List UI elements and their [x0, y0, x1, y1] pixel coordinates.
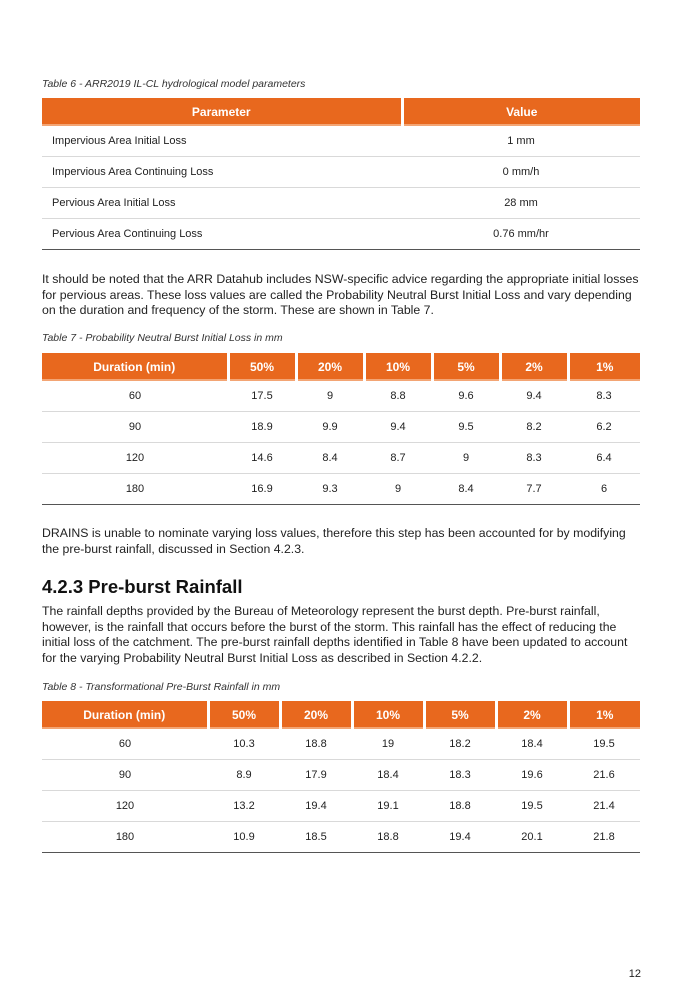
table-cell: 18.8 — [424, 791, 496, 822]
table8-header-5: 5% — [424, 701, 496, 729]
table-cell: Impervious Area Continuing Loss — [42, 157, 402, 188]
page-number: 12 — [628, 968, 641, 980]
table-cell: 90 — [42, 412, 228, 443]
table-cell: 18.8 — [352, 822, 424, 853]
table-cell: 18.2 — [424, 729, 496, 760]
table8-header-10: 10% — [352, 701, 424, 729]
table6 — [42, 98, 640, 250]
table7-header-20: 20% — [296, 353, 364, 381]
table-cell: 90 — [42, 760, 208, 791]
paragraph-datahub: It should be noted that the ARR Datahub includes NSW-specific advice regarding the appropriate initial losses for pervious areas. These loss values are called the Probability Neutral Burst Initial Loss and vary depending on the duration and frequency of the storm. These are shown in Table 7. — [42, 272, 639, 317]
table-cell: 17.9 — [280, 760, 352, 791]
table-cell: 18.3 — [424, 760, 496, 791]
table-cell: 16.9 — [228, 474, 296, 505]
table-row — [42, 822, 640, 853]
table-cell: 120 — [42, 791, 208, 822]
table-row — [42, 188, 640, 219]
table-row — [42, 126, 640, 157]
table-cell: 19.4 — [424, 822, 496, 853]
table8-header-2: 2% — [496, 701, 568, 729]
table-cell: 60 — [42, 381, 228, 412]
table-row — [42, 443, 640, 474]
table7-header-duration: Duration (min) — [42, 353, 228, 381]
table-cell: Pervious Area Initial Loss — [42, 188, 402, 219]
table-cell: 19.5 — [496, 791, 568, 822]
table-cell: 60 — [42, 729, 208, 760]
table-cell: 7.7 — [500, 474, 568, 505]
table-cell: 10.3 — [208, 729, 280, 760]
table-cell: 8.7 — [364, 443, 432, 474]
table8-header-row — [42, 701, 640, 729]
table-cell: 20.1 — [496, 822, 568, 853]
table-cell: 0.76 mm/hr — [402, 219, 640, 250]
table7-header-2: 2% — [500, 353, 568, 381]
table-cell: 28 mm — [402, 188, 640, 219]
table-cell: 17.5 — [228, 381, 296, 412]
table-row — [42, 381, 640, 412]
table-cell: 180 — [42, 822, 208, 853]
table-row — [42, 219, 640, 250]
table-cell: 10.9 — [208, 822, 280, 853]
table-cell: 8.4 — [296, 443, 364, 474]
table7-header-10: 10% — [364, 353, 432, 381]
table-cell: 9.3 — [296, 474, 364, 505]
table-cell: 8.4 — [432, 474, 500, 505]
table-cell: 18.5 — [280, 822, 352, 853]
table8-header-duration: Duration (min) — [42, 701, 208, 729]
table-cell: 8.3 — [568, 381, 640, 412]
table-cell: 9.4 — [500, 381, 568, 412]
table8-header-20: 20% — [280, 701, 352, 729]
paragraph-preburst: The rainfall depths provided by the Bureau of Meteorology represent the burst depth. Pre-burst rainfall, however, is the rainfall that occurs before the burst of the storm. This rainfall has the effect of reducing the initial loss of the catchment. The pre-burst rainfall depths identified in Table 8 have been updated to account for the varying Probability Neutral Burst Initial Loss as described in Section 4.2.2. — [42, 604, 628, 665]
table8-header-50: 50% — [208, 701, 280, 729]
table-cell: 19.1 — [352, 791, 424, 822]
table-row — [42, 412, 640, 443]
table8-caption: Table 8 - Transformational Pre-Burst Rainfall in mm — [42, 681, 281, 693]
table-cell: 9.9 — [296, 412, 364, 443]
table-row — [42, 760, 640, 791]
table7-caption: Table 7 - Probability Neutral Burst Initial Loss in mm — [42, 332, 283, 344]
table-cell: 6.4 — [568, 443, 640, 474]
table-cell: 8.8 — [364, 381, 432, 412]
table7 — [42, 353, 640, 505]
table-row — [42, 791, 640, 822]
table-cell: 21.4 — [568, 791, 640, 822]
table-row — [42, 729, 640, 760]
table7-header-5: 5% — [432, 353, 500, 381]
table7-header-50: 50% — [228, 353, 296, 381]
table-cell: 21.6 — [568, 760, 640, 791]
table-cell: 6 — [568, 474, 640, 505]
table-cell: 8.3 — [500, 443, 568, 474]
table-cell: 0 mm/h — [402, 157, 640, 188]
table7-header-1: 1% — [568, 353, 640, 381]
table8 — [42, 701, 640, 853]
table-cell: 9 — [364, 474, 432, 505]
table8-header-1: 1% — [568, 701, 640, 729]
table-cell: 9.6 — [432, 381, 500, 412]
table6-caption: Table 6 - ARR2019 IL-CL hydrological model parameters — [42, 78, 306, 90]
table-cell: 8.2 — [500, 412, 568, 443]
table-row — [42, 474, 640, 505]
table-cell: 19.4 — [280, 791, 352, 822]
table-cell: 19.5 — [568, 729, 640, 760]
table-cell: 180 — [42, 474, 228, 505]
table-cell: 1 mm — [402, 126, 640, 157]
table-cell: 19.6 — [496, 760, 568, 791]
table6-header-row — [42, 98, 640, 126]
table-cell: 18.4 — [352, 760, 424, 791]
table6-header-parameter: Parameter — [42, 98, 402, 126]
table-cell: Impervious Area Initial Loss — [42, 126, 402, 157]
table-cell: 13.2 — [208, 791, 280, 822]
table-cell: 9 — [432, 443, 500, 474]
table7-header-row — [42, 353, 640, 381]
table-cell: 14.6 — [228, 443, 296, 474]
table-cell: 9.5 — [432, 412, 500, 443]
table-row — [42, 157, 640, 188]
table-cell: 120 — [42, 443, 228, 474]
table-cell: Pervious Area Continuing Loss — [42, 219, 402, 250]
table6-header-value: Value — [402, 98, 640, 126]
section-heading: 4.2.3 Pre-burst Rainfall — [42, 576, 243, 597]
table-cell: 18.8 — [280, 729, 352, 760]
table-cell: 21.8 — [568, 822, 640, 853]
table-cell: 19 — [352, 729, 424, 760]
table-cell: 6.2 — [568, 412, 640, 443]
table-cell: 9 — [296, 381, 364, 412]
paragraph-drains: DRAINS is unable to nominate varying loss values, therefore this step has been accounted for by modifying the pre-burst rainfall, discussed in Section 4.2.3. — [42, 526, 626, 556]
table-cell: 18.4 — [496, 729, 568, 760]
table-cell: 9.4 — [364, 412, 432, 443]
table-cell: 18.9 — [228, 412, 296, 443]
table-cell: 8.9 — [208, 760, 280, 791]
